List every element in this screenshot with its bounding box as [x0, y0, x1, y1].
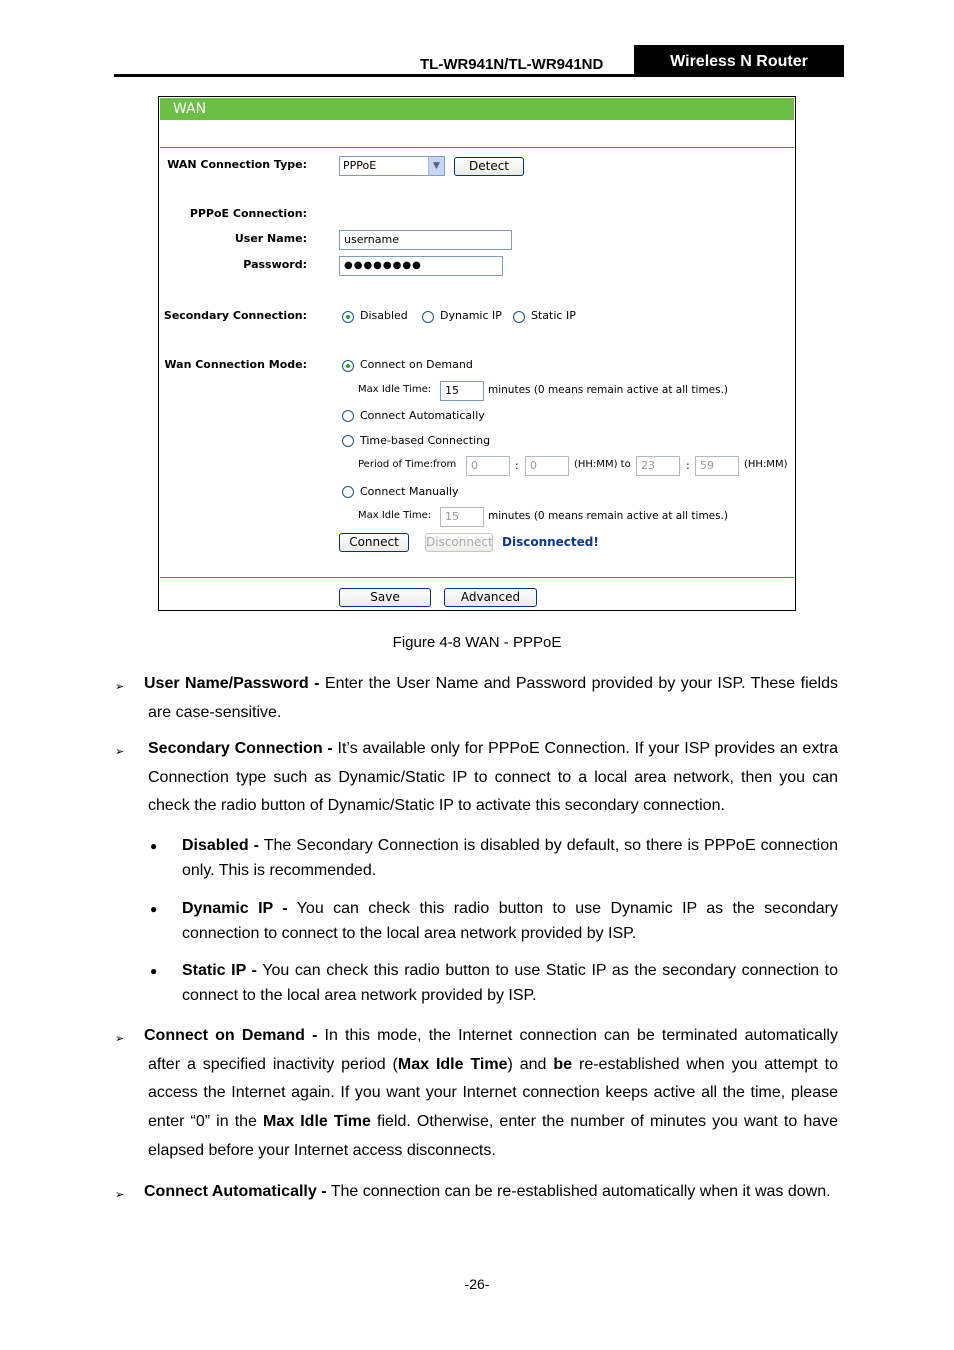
period-to-label: (HH:MM) to [574, 459, 631, 470]
period-sep-2: : [686, 459, 690, 472]
item-text: You can check this radio button to use Static IP as the secondary connection to connect to the local area network provided by ISP. [182, 962, 839, 1004]
item-text: You can check this radio button to use Dynamic IP as the secondary connection to connect to the local area network provided by ISP. [182, 900, 839, 942]
manual-idle-input[interactable]: 15 [440, 507, 484, 527]
item-connect-automatically [144, 1178, 838, 1207]
header-model: TL-WR941N/TL-WR941ND [420, 56, 604, 73]
time-based-label: Time-based Connecting [360, 434, 491, 447]
panel-title: WAN [160, 98, 794, 120]
username-label: User Name: [234, 232, 307, 245]
item-title: Connect on Demand - [144, 1027, 318, 1044]
connect-on-demand-label: Connect on Demand [360, 358, 473, 371]
wan-mode-label: Wan Connection Mode: [164, 358, 307, 371]
item-title: Dynamic IP - [182, 900, 288, 917]
manual-idle-hint: minutes (0 means remain active at all times.) [488, 510, 729, 522]
item-text: The Secondary Connection is disabled by default, so there is PPPoE connection only. This is recommended. [182, 837, 839, 879]
item-title: User Name/Password - [144, 675, 320, 692]
chevron-down-icon: ▼ [428, 157, 444, 175]
arrow-bullet-icon: ➢ [115, 1033, 125, 1045]
period-label: Period of Time:from [358, 459, 457, 470]
advanced-button[interactable]: Advanced [444, 588, 537, 607]
header-product: Wireless N Router [634, 45, 844, 77]
dot-bullet-icon: ● [150, 964, 158, 978]
arrow-bullet-icon: ➢ [115, 746, 125, 758]
connect-automatically-label: Connect Automatically [360, 409, 485, 422]
radio-connect-manually[interactable] [342, 486, 354, 498]
item-user-password [144, 670, 839, 727]
wan-settings-panel [158, 96, 796, 611]
connect-button[interactable]: Connect [339, 533, 409, 552]
dot-bullet-icon: ● [150, 902, 158, 916]
radio-static-ip[interactable] [513, 311, 525, 323]
arrow-bullet-icon: ➢ [115, 1189, 125, 1201]
detect-button[interactable]: Detect [454, 157, 524, 176]
item-dynamic-ip [182, 896, 838, 946]
figure-caption: Figure 4-8 WAN - PPPoE [392, 634, 562, 651]
item-bold: Max Idle Time [263, 1113, 371, 1131]
item-secondary-connection [148, 735, 838, 821]
pppoe-connection-label: PPPoE Connection: [189, 207, 307, 220]
item-text: field. Otherwise, enter the number of minutes you want to have elapsed before your Internet access disconnects. [148, 1113, 839, 1159]
period-from-hour[interactable]: 0 [466, 456, 510, 476]
wan-type-value: PPPoE [343, 159, 377, 172]
item-disabled [182, 833, 838, 883]
period-to-hour[interactable]: 23 [636, 456, 680, 476]
disconnect-button[interactable]: Disconnect [425, 533, 493, 552]
item-static-ip [182, 958, 838, 1008]
page-number: -26- [464, 1276, 490, 1292]
manual-idle-label: Max Idle Time: [358, 510, 432, 521]
item-bold: be [553, 1055, 573, 1073]
max-idle-input[interactable]: 15 [440, 381, 484, 401]
item-text: It’s available only for PPPoE Connection. If your ISP provides an extra Connection type such as Dynamic/Static IP to connect to a local area network, then you can check the radio button of Dynamic/Static IP to activate this secondary connection. [148, 740, 838, 815]
item-title: Disabled - [182, 837, 260, 854]
period-sep-1: : [515, 459, 519, 472]
radio-disabled[interactable] [342, 311, 354, 323]
item-text: The connection can be re-established automatically when it was down. [326, 1183, 831, 1200]
radio-connect-automatically[interactable] [342, 410, 354, 422]
save-button[interactable]: Save [339, 588, 431, 607]
username-input[interactable]: username [339, 230, 512, 250]
password-input[interactable]: ●●●●●●●● [339, 256, 503, 276]
connection-status: Disconnected! [502, 535, 599, 549]
connect-manually-label: Connect Manually [360, 485, 459, 498]
max-idle-label: Max Idle Time: [358, 384, 432, 395]
panel-divider [160, 147, 794, 148]
panel-divider-bottom [160, 577, 794, 578]
radio-static-ip-label: Static IP [531, 309, 576, 322]
radio-dynamic-ip[interactable] [422, 311, 434, 323]
header-rule [114, 74, 844, 77]
item-bold: Max Idle Time [397, 1055, 508, 1073]
max-idle-hint: minutes (0 means remain active at all times.) [488, 384, 729, 396]
wan-type-select[interactable] [339, 156, 445, 176]
radio-dynamic-ip-label: Dynamic IP [440, 309, 502, 322]
wan-type-label: WAN Connection Type: [167, 158, 307, 171]
item-connect-on-demand [144, 1022, 839, 1166]
radio-time-based[interactable] [342, 435, 354, 447]
period-from-minute[interactable]: 0 [525, 456, 569, 476]
item-text: In this mode, the Internet connection can be terminated automatically after a specified inactivity period ( [148, 1027, 838, 1073]
password-label: Password: [243, 258, 307, 271]
item-title: Static IP - [182, 962, 257, 979]
dot-bullet-icon: ● [150, 839, 158, 853]
radio-connect-on-demand[interactable] [342, 360, 354, 372]
period-to-minute[interactable]: 59 [695, 456, 739, 476]
period-end-label: (HH:MM) [744, 459, 788, 470]
item-title: Secondary Connection - [148, 740, 333, 757]
item-text: re-established when you attempt to access the Internet again. If you want your Internet connection keeps active all the time, please enter “0” in the [148, 1055, 838, 1131]
radio-disabled-label: Disabled [360, 309, 408, 322]
item-text: ) and [507, 1055, 554, 1073]
arrow-bullet-icon: ➢ [115, 681, 125, 693]
item-text: Enter the User Name and Password provided by your ISP. These fields are case-sensitive. [148, 675, 839, 721]
item-title: Connect Automatically - [144, 1183, 327, 1200]
secondary-connection-label: Secondary Connection: [163, 309, 307, 322]
